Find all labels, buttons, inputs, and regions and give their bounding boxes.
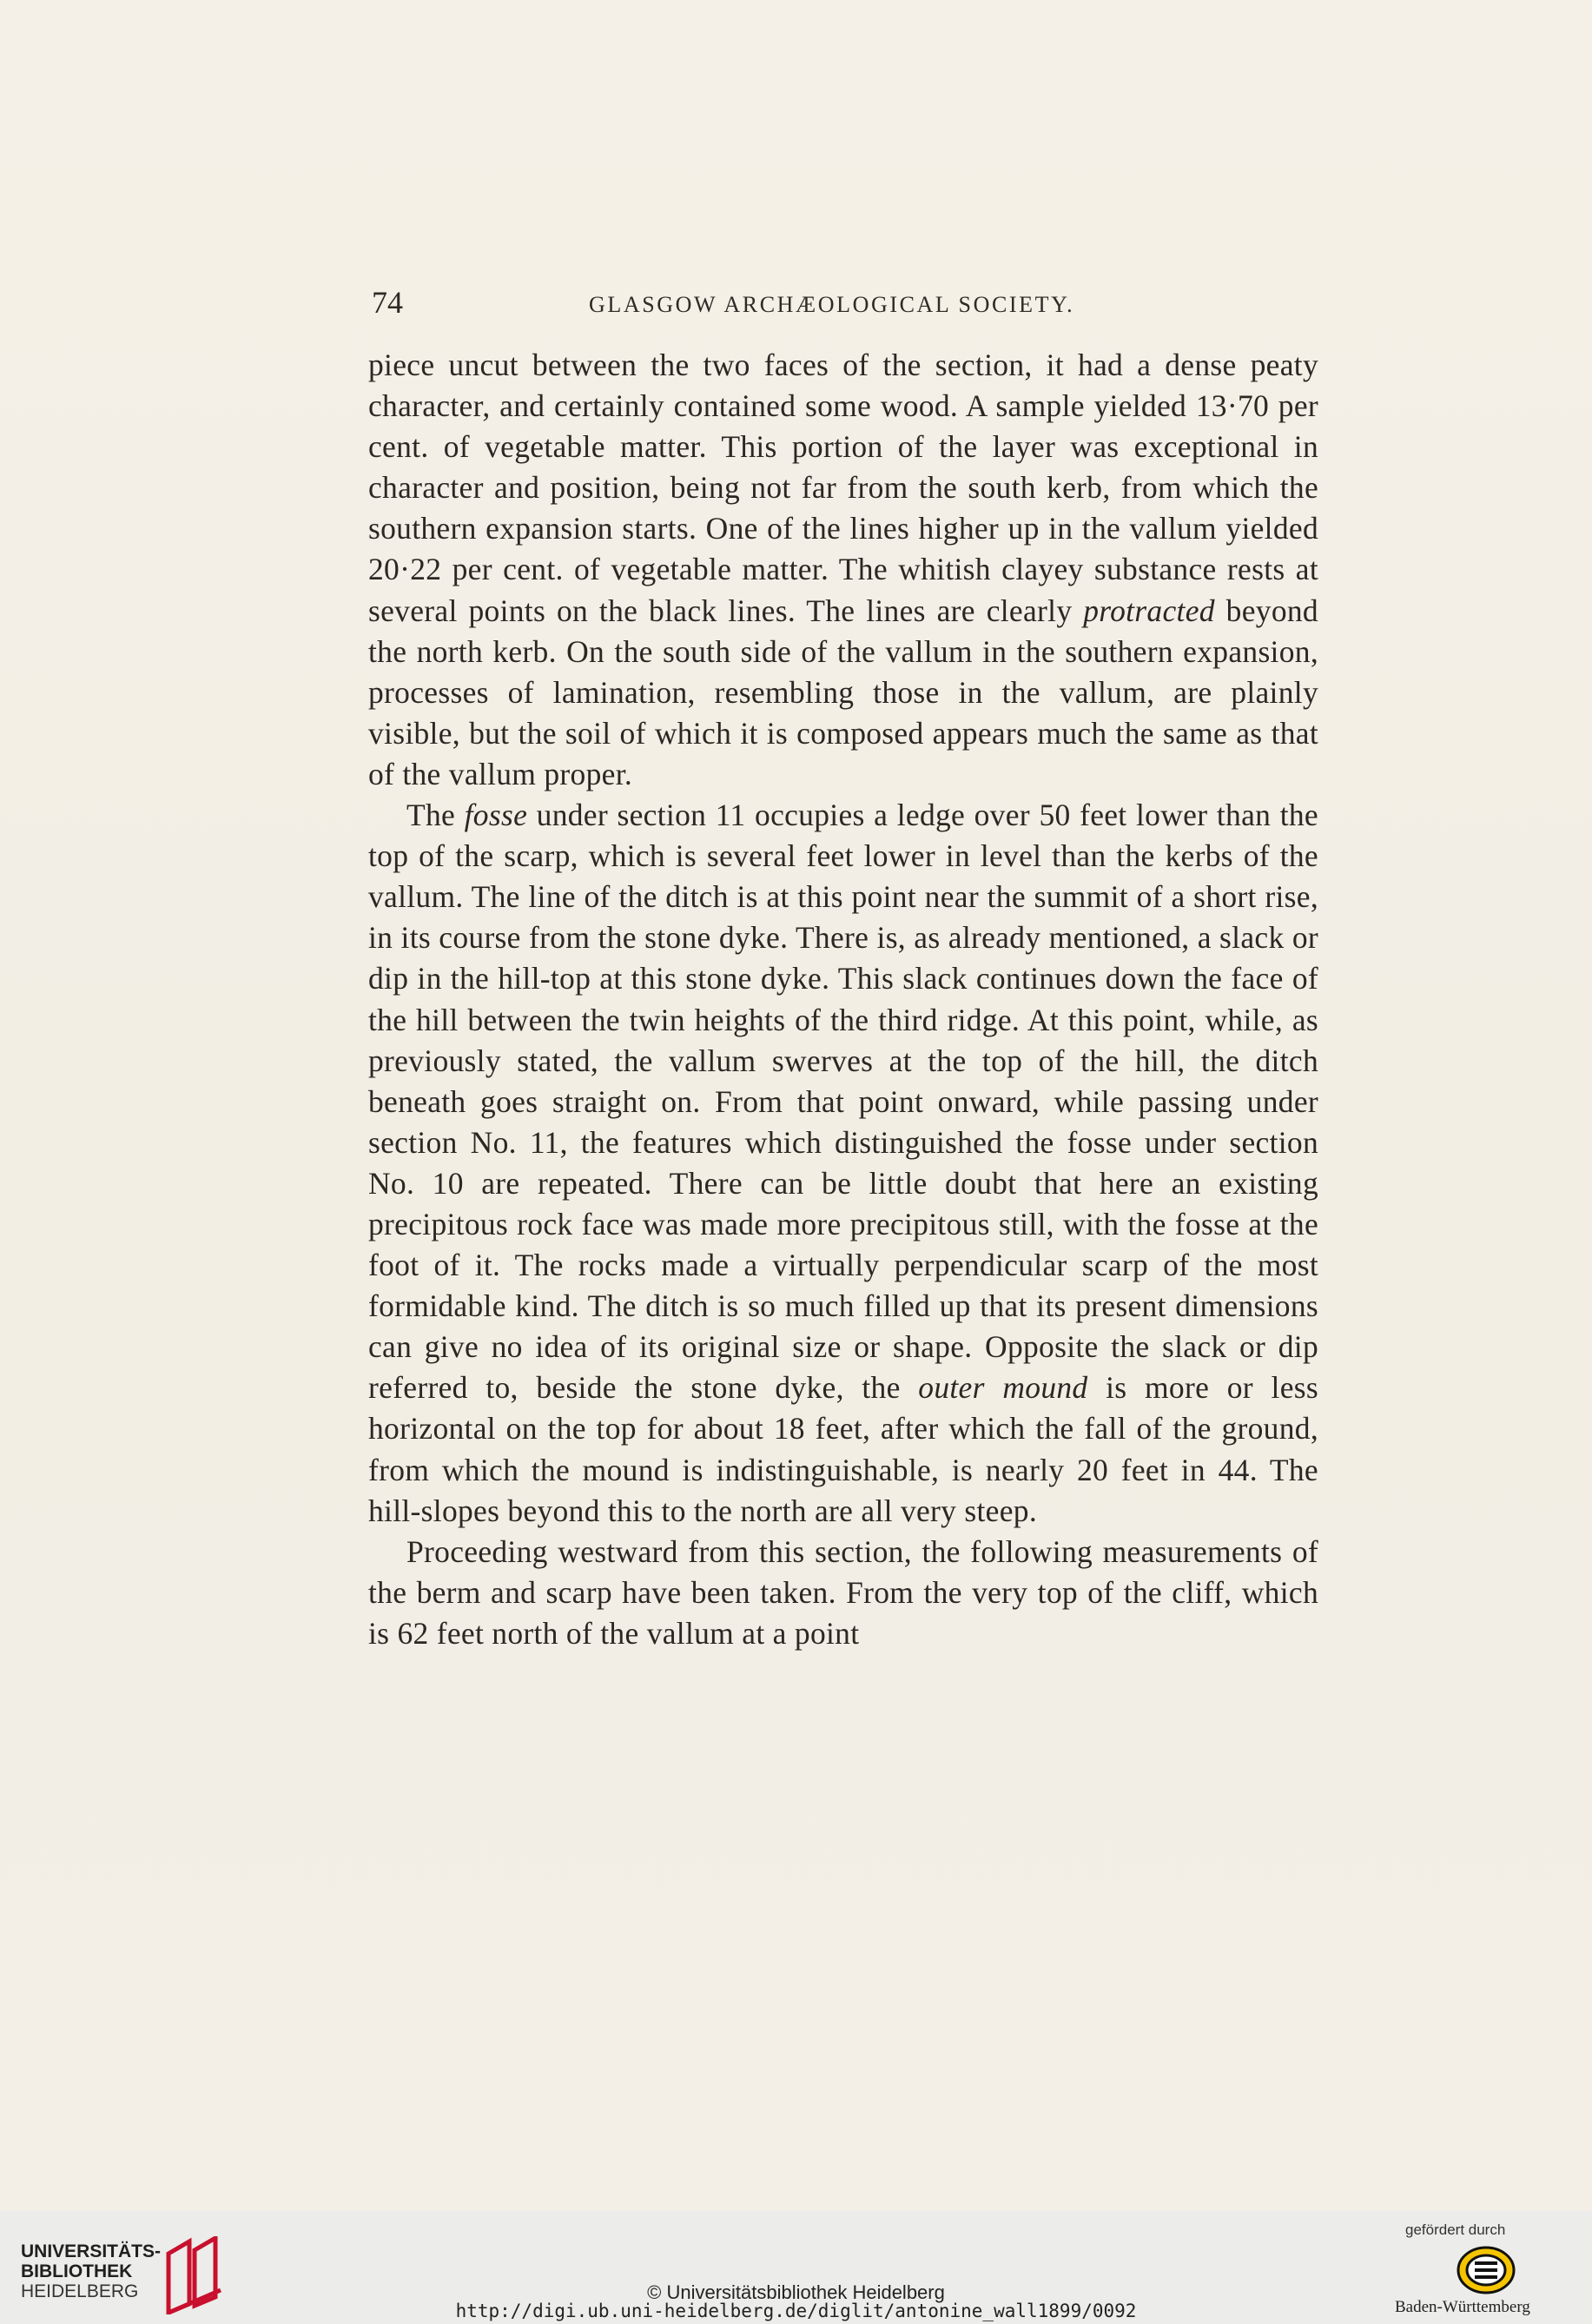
paragraph-1-text: piece uncut between the two faces of the section, it had a dense peaty character, and certainly contained some wood. A sample yielded 13·70 per cent. of vegetable matter. This portion of the layer was exceptional in character and position, being not far from the south kerb, from which the southern expansion starts. One of the lines higher up in the vallum yielded 20·22 per cent. of vegetable matter. The whitish clayey substance rests at several points on the black lines. The lines are clearly <box>368 348 1318 628</box>
copyright-notice: © Universitätsbibliothek Heidelberg <box>647 2281 945 2303</box>
library-name-line-1: UNIVERSITÄTS- <box>21 2241 162 2261</box>
paragraph-3-text: Proceeding westward from this section, the following measurements of the berm and scarp have been taken. From the very top of the cliff, which is 62 feet north of the vallum at a point <box>368 1533 1318 1651</box>
library-name-line-3: HEIDELBERG <box>21 2281 139 2301</box>
paragraph-2-text: The <box>406 798 465 833</box>
paragraph-2-tail: under section 11 occupies a ledge over 50 feet lower than the top of the scarp, which is several feet lower in level than the kerbs of the vallum. The line of the ditch is at this point near the summit of a short rise, in its course from the stone dyke. There is, as already mentioned, a slack or dip in the hill-top at this stone dyke. This slack continues down the face of the hill between the twin heights of the third ridge. At this point, while, as previously stated, the vallum swerves at the top of the hill, the ditch beneath goes straight on. From that point onward, while passing under section No. 11, the features which distinguished the fosse under section No. 10 are repeated. There can be little doubt that here an existing precipitous rock face was made more precipitous still, with the fosse at the foot of it. The rocks made a virtually perpendicular scarp of the most formidable kind. The ditch is so much filled up that its present dimensions can give no idea of its original size or shape. Opposite the slack or dip referred to, beside the stone dyke, the <box>368 798 1318 1406</box>
running-head <box>372 287 1327 330</box>
baden-wuerttemberg-seal-icon[interactable] <box>1456 2244 1516 2296</box>
page-number: 74 <box>372 285 403 320</box>
permalink-url[interactable]: http://digi.ub.uni-heidelberg.de/diglit/antonine_wall1899/0092 <box>455 2301 1137 2321</box>
paragraph-1-emphasis: protracted <box>1083 593 1215 628</box>
paragraph-2 <box>368 795 1318 1532</box>
paragraph-2-emphasis-2: outer mound <box>918 1370 1088 1406</box>
paragraph-2-tail-2: is more or less horizontal on the top for about 18 feet, after which the fall of the ground, from which the mound is indistinguishable, is nearly 20 feet in 44. The hill-slopes beyond this to the north are all very steep. <box>368 1370 1319 1528</box>
sponsor-block <box>1390 2211 1592 2324</box>
digitization-footer <box>0 2211 1592 2324</box>
sponsor-name: Baden-Württemberg <box>1395 2298 1530 2316</box>
library-name-line-2: BIBLIOTHEK <box>21 2261 133 2281</box>
body-text <box>368 345 1318 1654</box>
paragraph-2-emphasis: fosse <box>464 798 528 833</box>
sponsor-label: gefördert durch <box>1405 2221 1506 2238</box>
paragraph-3 <box>368 1532 1318 1654</box>
paragraph-1-tail: beyond the north kerb. On the south side of the vallum in the southern expansion, processes of lamination, resembling those in the vallum, are plainly visible, but the soil of which it is composed appears much the same as that of the vallum proper. <box>368 593 1318 791</box>
journal-title: GLASGOW ARCHÆOLOGICAL SOCIETY. <box>589 292 1075 317</box>
paragraph-1 <box>368 345 1318 795</box>
